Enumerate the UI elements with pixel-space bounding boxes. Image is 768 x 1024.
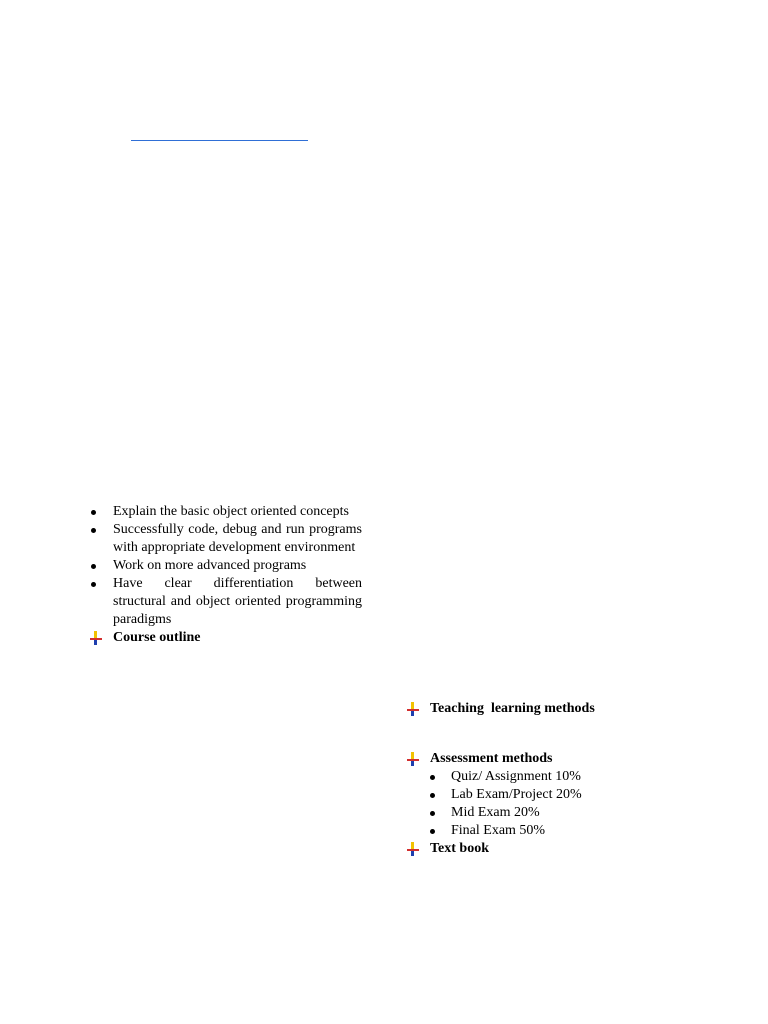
bullet-icon — [430, 775, 435, 780]
list-item — [405, 822, 735, 840]
assessment-methods-heading — [405, 750, 735, 768]
objective-text: Work on more advanced programs — [113, 558, 307, 573]
methods-column — [405, 700, 735, 858]
objective-text: Have clear differentiation between structural and object oriented programming paradigms — [113, 576, 362, 627]
list-item — [88, 557, 362, 575]
teaching-methods-heading — [405, 700, 735, 718]
assessment-text: Final Exam 50% — [451, 823, 546, 838]
list-item — [405, 804, 735, 822]
pushpin-icon — [405, 842, 421, 856]
heading-text: Course outline — [113, 630, 201, 645]
objectives-list — [88, 503, 362, 629]
bullet-icon — [430, 793, 435, 798]
objective-text: Successfully code, debug and run programs with appropriate development environment — [113, 522, 362, 555]
hyperlink-underline[interactable] — [131, 140, 308, 141]
pushpin-icon — [405, 752, 421, 766]
pushpin-icon — [88, 631, 104, 645]
assessment-text: Lab Exam/Project 20% — [451, 787, 582, 802]
list-item — [88, 503, 362, 521]
assessment-text: Quiz/ Assignment 10% — [451, 769, 581, 784]
bullet-icon — [91, 510, 96, 515]
heading-text: Text book — [430, 841, 490, 856]
list-item — [405, 786, 735, 804]
bullet-icon — [430, 811, 435, 816]
bullet-icon — [91, 564, 96, 569]
objectives-column — [88, 503, 362, 647]
assessment-text: Mid Exam 20% — [451, 805, 540, 820]
list-item — [88, 575, 362, 629]
heading-text: Assessment methods — [430, 751, 553, 766]
objective-text: Explain the basic object oriented concepts — [113, 504, 349, 519]
list-item — [88, 521, 362, 557]
bullet-icon — [91, 528, 96, 533]
pushpin-icon — [405, 702, 421, 716]
heading-text: Teaching learning methods — [430, 701, 595, 716]
course-outline-heading — [88, 629, 362, 647]
text-book-heading — [405, 840, 735, 858]
list-item — [405, 768, 735, 786]
bullet-icon — [430, 829, 435, 834]
assessment-list — [405, 768, 735, 840]
bullet-icon — [91, 582, 96, 587]
